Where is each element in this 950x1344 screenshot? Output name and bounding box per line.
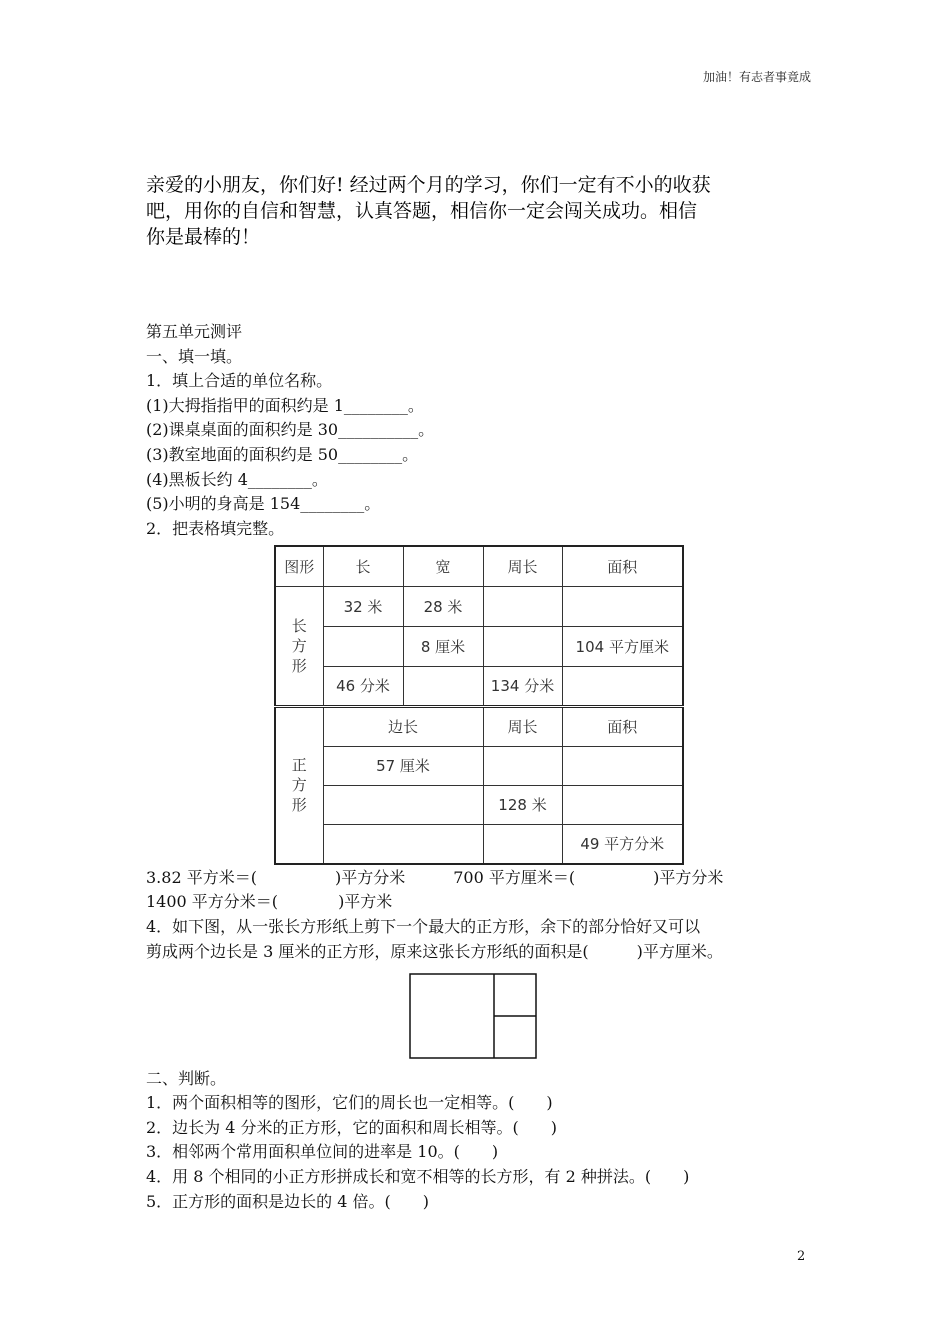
table-header-cell: 周长	[483, 706, 562, 746]
table-header-cell: 边长	[323, 706, 483, 746]
judge-item: 5．正方形的面积是边长的 4 倍。( )	[146, 1192, 430, 1211]
q1-item: (4)黑板长约 4________。	[146, 470, 328, 489]
table-cell: 57 厘米	[323, 746, 483, 785]
table-cell	[323, 824, 483, 864]
table-cell	[562, 785, 683, 824]
q1-item: (5)小明的身高是 154________。	[146, 494, 381, 513]
table-header-cell: 周长	[483, 546, 562, 586]
intro-line-1: 亲爱的小朋友，你们好! 经过两个月的学习，你们一定有不小的收获	[146, 174, 711, 196]
table-cell: 134 分米	[483, 666, 562, 706]
page-number: 2	[797, 1249, 806, 1264]
square-label	[275, 706, 323, 864]
fill-table	[274, 545, 684, 865]
judge-item: 1．两个面积相等的图形，它们的周长也一定相等。( )	[146, 1093, 553, 1112]
table-cell	[483, 626, 562, 666]
table-cell	[562, 666, 683, 706]
q1-item: (2)课桌桌面的面积约是 30__________。	[146, 420, 435, 439]
q3-c-right: )平方米	[338, 892, 393, 911]
table-cell: 49 平方分米	[562, 824, 683, 864]
q3-line-2	[146, 891, 392, 913]
table-cell: 104 平方厘米	[562, 626, 683, 666]
table-cell	[403, 666, 483, 706]
table-header-cell: 图形	[275, 546, 323, 586]
table-cell	[483, 746, 562, 785]
q1-stem: 1．填上合适的单位名称。	[146, 371, 333, 390]
q3-b-right: )平方分米	[653, 868, 724, 887]
q3-b-left: 700 平方厘米＝(	[453, 868, 576, 887]
table-header-cell: 长	[323, 546, 403, 586]
table-cell	[562, 586, 683, 626]
q4-line-2: 剪成两个边长是 3 厘米的正方形，原来这张长方形纸的面积是( )平方厘米。	[146, 942, 723, 961]
q3-line-1	[146, 867, 723, 889]
table-cell: 46 分米	[323, 666, 403, 706]
q2-stem: 2．把表格填完整。	[146, 519, 285, 538]
part2-title: 二、判断。	[146, 1069, 227, 1088]
table-header-cell: 宽	[403, 546, 483, 586]
judge-item: 4．用 8 个相同的小正方形拼成长和宽不相等的长方形，有 2 种拼法。( )	[146, 1167, 690, 1186]
q4-line-1: 4．如下图，从一张长方形纸上剪下一个最大的正方形，余下的部分恰好又可以	[146, 917, 701, 936]
square-label-text: 正方形	[291, 756, 307, 815]
rectangle-figure	[409, 973, 537, 1059]
table-cell	[483, 586, 562, 626]
table-header-cell: 面积	[562, 706, 683, 746]
q3-a-left: 3.82 平方米＝(	[146, 868, 257, 887]
table-cell	[562, 746, 683, 785]
q3-c-left: 1400 平方分米＝(	[146, 892, 279, 911]
table-cell	[323, 626, 403, 666]
table-cell: 8 厘米	[403, 626, 483, 666]
judge-item: 2．边长为 4 分米的正方形，它的面积和周长相等。( )	[146, 1118, 558, 1137]
judge-item: 3．相邻两个常用面积单位间的进率是 10。( )	[146, 1142, 499, 1161]
intro-line-3: 你是最棒的！	[146, 226, 261, 248]
table-cell: 32 米	[323, 586, 403, 626]
rect-label-text: 长方形	[291, 616, 307, 675]
table-cell: 28 米	[403, 586, 483, 626]
unit-title: 第五单元测评	[146, 322, 243, 341]
table-header-cell: 面积	[562, 546, 683, 586]
table-cell	[323, 785, 483, 824]
rect-label	[275, 586, 323, 706]
table-cell: 128 米	[483, 785, 562, 824]
table-cell	[483, 824, 562, 864]
part1-title: 一、填一填。	[146, 347, 243, 366]
q3-a-right: )平方分米	[334, 868, 406, 887]
q1-item: (1)大拇指指甲的面积约是 1________。	[146, 396, 424, 415]
header-motto: 加油！有志者事竟成	[703, 70, 812, 84]
q1-item: (3)教室地面的面积约是 50________。	[146, 445, 419, 464]
intro-line-2: 吧，用你的自信和智慧，认真答题，相信你一定会闯关成功。相信	[146, 200, 698, 222]
